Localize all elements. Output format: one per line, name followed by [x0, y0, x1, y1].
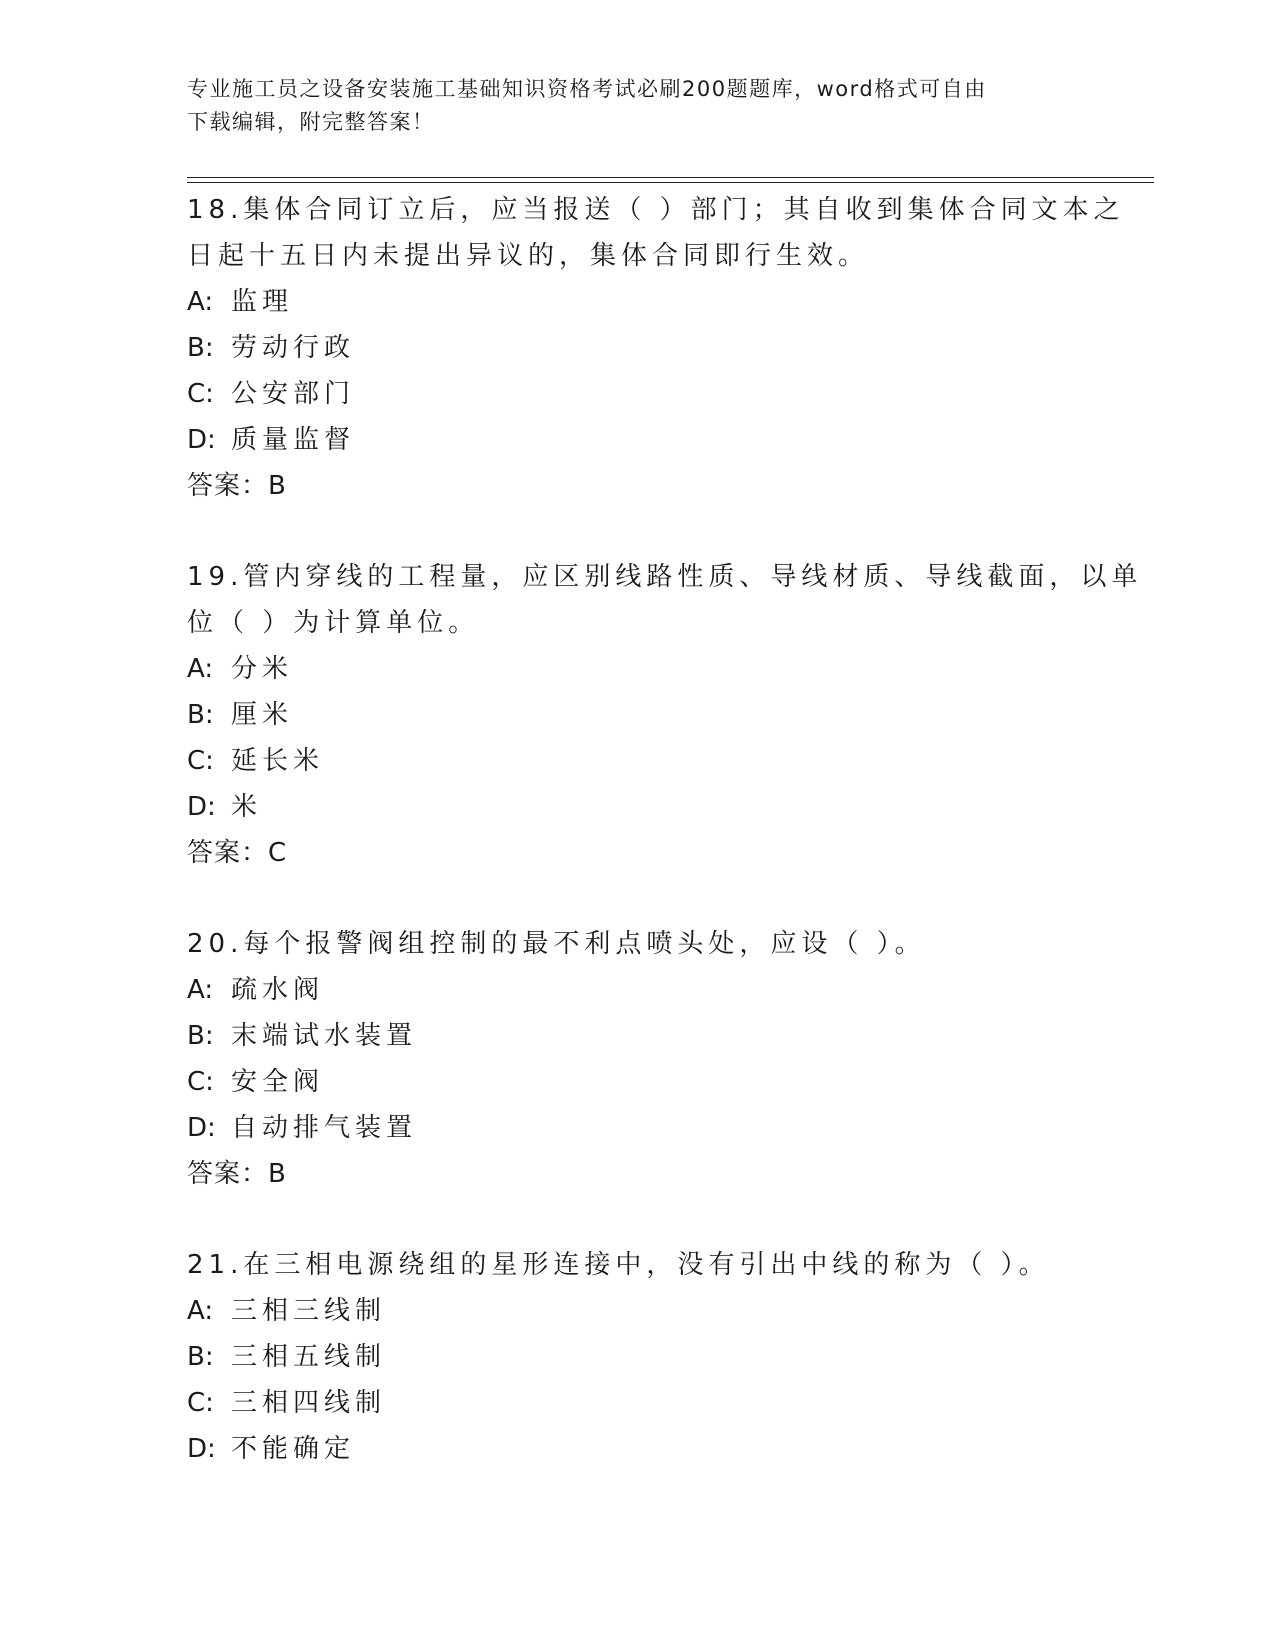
option-b — [187, 1013, 1087, 1059]
option-key: D: — [187, 1113, 216, 1143]
option-text: 分米 — [231, 654, 294, 684]
option-b — [187, 1334, 1087, 1380]
question-19 — [187, 554, 1143, 876]
option-key: C: — [187, 1388, 214, 1418]
header-title-line-2: 下载编辑，附完整答案！ — [187, 110, 435, 134]
answer-text: 答案：B — [187, 1159, 287, 1189]
question-21 — [187, 1242, 1087, 1472]
option-text: 安全阀 — [231, 1067, 325, 1097]
option-key: B: — [187, 1021, 214, 1051]
option-c — [187, 1380, 1087, 1426]
option-text: 三相五线制 — [231, 1342, 387, 1372]
header-divider-bottom — [187, 182, 1154, 183]
option-c — [187, 371, 1087, 417]
option-key: C: — [187, 746, 214, 776]
option-text: 米 — [231, 792, 263, 822]
option-a — [187, 967, 1087, 1013]
question-20 — [187, 921, 1087, 1197]
question-text: 日起十五日内未提出异议的，集体合同即行生效。 — [187, 241, 870, 271]
option-key: D: — [187, 425, 216, 455]
option-a — [187, 1288, 1087, 1334]
option-text: 监理 — [231, 287, 294, 317]
option-a — [187, 646, 1087, 692]
question-text: 20.每个报警阀组控制的最不利点喷头处，应设（ ）。 — [187, 929, 926, 959]
question-list — [187, 187, 1143, 1517]
option-d — [187, 417, 1087, 463]
option-key: A: — [187, 287, 214, 317]
question-text: 18.集体合同订立后，应当报送（ ）部门；其自收到集体合同文本之 — [187, 195, 1125, 225]
option-text: 自动排气装置 — [231, 1113, 418, 1143]
option-text: 末端试水装置 — [231, 1021, 418, 1051]
option-text: 公安部门 — [231, 379, 356, 409]
option-key: D: — [187, 792, 216, 822]
question-text: 位（ ）为计算单位。 — [187, 608, 480, 638]
option-text: 三相三线制 — [231, 1296, 387, 1326]
option-c — [187, 1059, 1087, 1105]
option-key: B: — [187, 700, 214, 730]
option-b — [187, 325, 1087, 371]
document-header — [187, 73, 1067, 139]
option-d — [187, 784, 1087, 830]
option-text: 延长米 — [231, 746, 325, 776]
option-c — [187, 738, 1087, 784]
question-18 — [187, 187, 1125, 509]
option-text: 疏水阀 — [231, 975, 325, 1005]
option-text: 质量监督 — [231, 425, 356, 455]
option-text: 不能确定 — [231, 1434, 356, 1464]
option-key: D: — [187, 1434, 216, 1464]
option-key: C: — [187, 1067, 214, 1097]
option-text: 三相四线制 — [231, 1388, 387, 1418]
option-d — [187, 1426, 1087, 1472]
option-key: A: — [187, 975, 214, 1005]
answer-text: 答案：B — [187, 471, 287, 501]
option-key: A: — [187, 1296, 214, 1326]
option-key: A: — [187, 654, 214, 684]
header-divider-top — [187, 177, 1154, 178]
option-key: B: — [187, 333, 214, 363]
question-text: 21.在三相电源绕组的星形连接中，没有引出中线的称为（ ）。 — [187, 1250, 1050, 1280]
option-a — [187, 279, 1087, 325]
option-text: 劳动行政 — [231, 333, 356, 363]
option-text: 厘米 — [231, 700, 294, 730]
header-title-line-1: 专业施工员之设备安装施工基础知识资格考试必刷200题题库，word格式可自由 — [187, 77, 987, 101]
option-key: C: — [187, 379, 214, 409]
option-d — [187, 1105, 1087, 1151]
option-b — [187, 692, 1087, 738]
option-key: B: — [187, 1342, 214, 1372]
question-text: 19.管内穿线的工程量，应区别线路性质、导线材质、导线截面，以单 — [187, 562, 1143, 592]
answer-text: 答案：C — [187, 838, 288, 868]
